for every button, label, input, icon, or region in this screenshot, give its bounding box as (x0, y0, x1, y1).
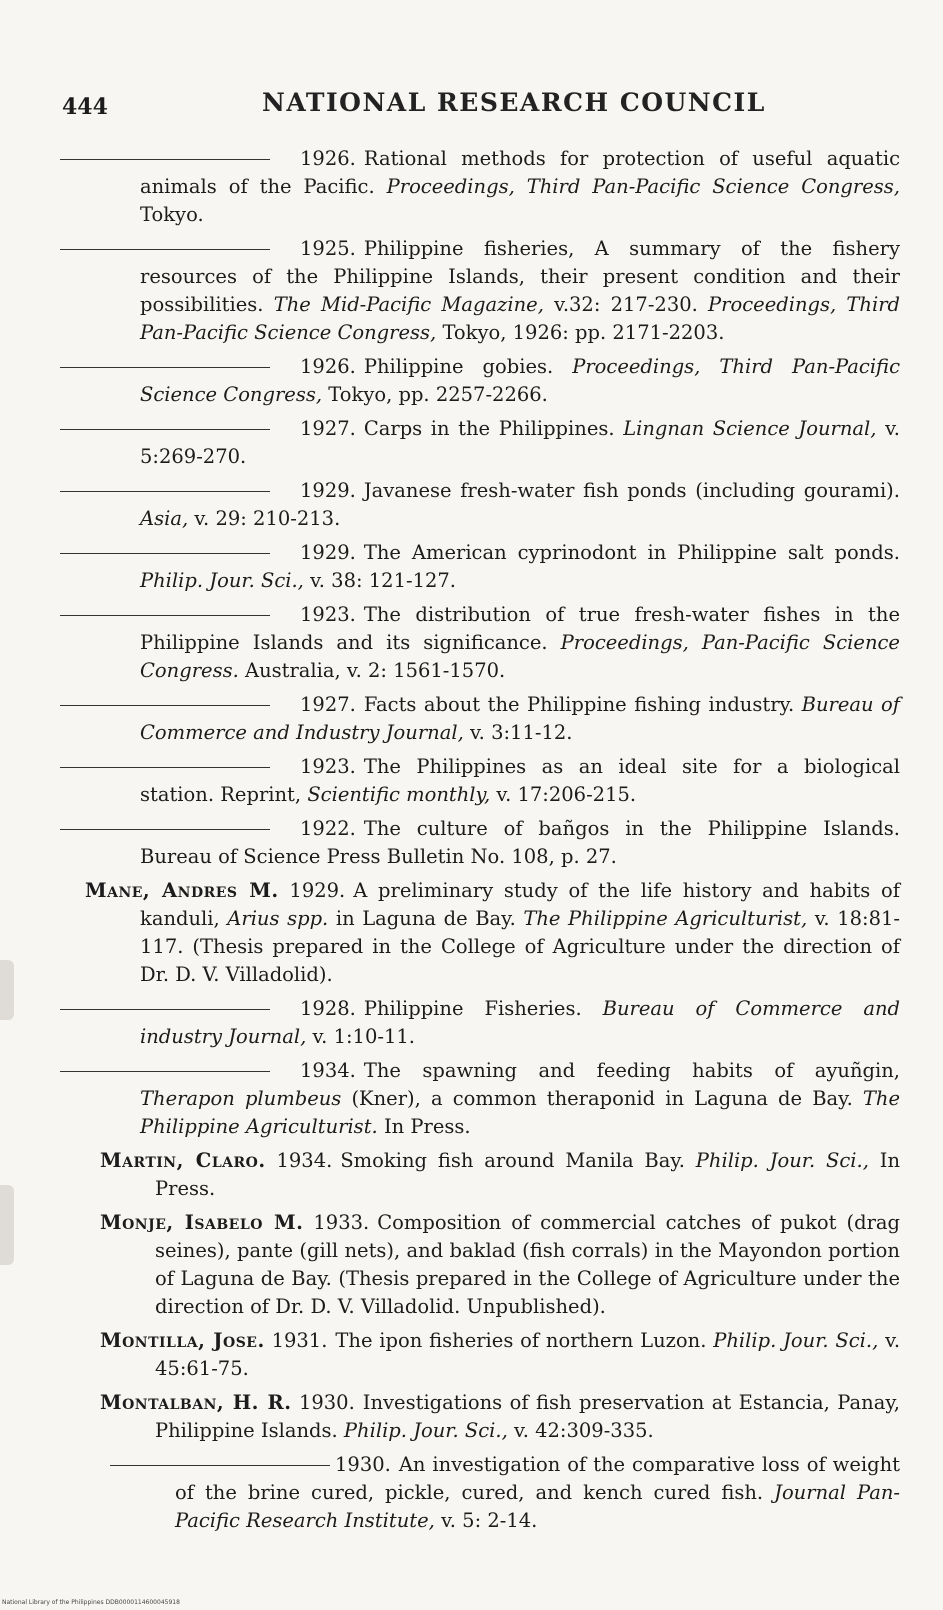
bibliography-list (60, 145, 900, 1541)
entry-citation: v. 29: 210-213. (194, 507, 341, 530)
page-header (62, 88, 902, 128)
entry-source: Bureau of Commerce and Industry Journal, (140, 693, 901, 744)
entry-citation: v. 1:10-11. (312, 1025, 415, 1048)
entry-source: Lingnan Science Journal, (623, 417, 877, 440)
bibliography-entry (60, 145, 900, 229)
entry-year: 1927. (300, 693, 356, 716)
entry-text: in Laguna de Bay. (335, 907, 516, 930)
ditto-dash (60, 429, 270, 430)
entry-source: Philip. Jour. Sci., (140, 569, 304, 592)
species-name: Therapon plumbeus (140, 1087, 342, 1110)
ditto-dash (60, 615, 270, 616)
ditto-dash (60, 553, 270, 554)
entry-citation: In Press. (155, 1149, 901, 1200)
entry-year: 1923. (300, 603, 356, 626)
entry-citation: v. 3:11-12. (469, 721, 573, 744)
entry-text: Javanese fresh-water fish ponds (including gourami). (363, 479, 900, 502)
ditto-dash (60, 159, 270, 160)
entry-text: Carps in the Philippines. (363, 417, 615, 440)
entry-year: 1928. (300, 997, 356, 1020)
entry-citation: v. 45:61-75. (155, 1329, 901, 1380)
bibliography-entry (60, 691, 900, 747)
entry-text: Rational methods for protection of useful aquatic animals of the Pacific. (140, 147, 900, 198)
entry-year: 1922. (300, 817, 356, 840)
entry-text: The Philippines as an ideal site for a biological station. Reprint, (140, 755, 900, 806)
entry-source: Philip. Jour. Sci., (713, 1329, 879, 1352)
ditto-dash (60, 767, 270, 768)
entry-text: The spawning and feeding habits of ayuñgin, (363, 1059, 900, 1082)
entry-year: 1930. (335, 1453, 391, 1476)
ditto-dash (60, 705, 270, 706)
bibliography-entry-author (60, 1209, 900, 1321)
entry-source: The Philippine Agriculturist, (523, 907, 808, 930)
author-name: Martin, Claro. (100, 1149, 266, 1172)
scan-credit: National Library of the Philippines DDB0000114600045918 (2, 1599, 180, 1606)
entry-year: 1929. (300, 541, 356, 564)
ditto-dash (60, 829, 270, 830)
entry-year: 1926. (300, 355, 356, 378)
entry-source: Proceedings, Third Pan-Pacific Science Congress, (140, 355, 900, 406)
bibliography-entry (60, 815, 900, 871)
entry-text: Facts about the Philippine fishing industry. (363, 693, 795, 716)
bibliography-entry-author (60, 1147, 900, 1203)
entry-text: The American cyprinodont in Philippine salt ponds. (363, 541, 900, 564)
entry-text: The distribution of true fresh-water fishes in the Philippine Islands and its significance. (140, 603, 900, 654)
ditto-dash (60, 249, 270, 250)
entry-year: 1925. (300, 237, 356, 260)
ditto-dash (60, 367, 270, 368)
entry-citation: v.32: 217-230. (554, 293, 698, 316)
page-edge-shadow (0, 1185, 14, 1265)
entry-citation: v. 17:206-215. (496, 783, 637, 806)
entry-text: Philippine Fisheries. (363, 997, 582, 1020)
entry-text: Investigations of fish preservation at Estancia, Panay, Philippine Islands. (155, 1391, 900, 1442)
entry-citation: v. 38: 121-127. (310, 569, 456, 592)
entry-citation: v. 18:81-117. (Thesis prepared in the College of Agriculture under the direction of Dr. D. V. Villadolid). (140, 907, 900, 986)
entry-source: Philip. Jour. Sci., (695, 1149, 869, 1172)
entry-year: 1934. (276, 1149, 333, 1172)
entry-source: The Mid-Pacific Magazine, (273, 293, 544, 316)
entry-source: Proceedings, Third Pan-Pacific Science Congress, (386, 175, 900, 198)
author-name: Montalban, H. R. (100, 1391, 292, 1414)
running-head: NATIONAL RESEARCH COUNCIL (262, 88, 766, 117)
bibliography-entry-author (60, 1327, 900, 1383)
entry-year: 1933. (313, 1211, 370, 1234)
entry-source: Journal Pan-Pacific Research Institute, (175, 1481, 900, 1532)
entry-citation: Tokyo, pp. 2257-2266. (328, 383, 548, 406)
entry-year: 1931. (271, 1329, 328, 1352)
entry-year: 1923. (300, 755, 356, 778)
bibliography-entry (60, 477, 900, 533)
entry-text: (Kner), a common theraponid in Laguna de Bay. (351, 1087, 853, 1110)
entry-year: 1927. (300, 417, 356, 440)
entry-citation: v. 5: 2-14. (441, 1509, 538, 1532)
entry-text: An investigation of the comparative loss of weight of the brine cured, pickle, cured, and kench cured fish. (175, 1453, 900, 1504)
entry-source: Proceedings, Third Pan-Pacific Science Congress, (140, 293, 900, 344)
bibliography-entry (60, 539, 900, 595)
bibliography-entry-author (60, 1389, 900, 1445)
entry-citation: Tokyo, 1926: pp. 2171-2203. (442, 321, 725, 344)
entry-text: Philippine gobies. (363, 355, 554, 378)
entry-source: Asia, (140, 507, 189, 530)
entry-citation: Tokyo. (140, 203, 204, 226)
entry-text: The ipon fisheries of northern Luzon. (335, 1329, 707, 1352)
entry-source: Scientific monthly, (307, 783, 491, 806)
bibliography-entry (60, 1451, 900, 1535)
entry-text: Philippine fisheries, A summary of the fishery resources of the Philippine Islands, their present condition and their possibilities. (140, 237, 900, 316)
entry-citation: v. 42:309-335. (514, 1419, 654, 1442)
bibliography-entry (60, 353, 900, 409)
species-name: Arius spp. (227, 907, 329, 930)
entry-citation: Australia, v. 2: 1561-1570. (244, 659, 506, 682)
ditto-dash (110, 1465, 330, 1466)
page-number: 444 (62, 94, 108, 120)
bibliography-entry (60, 995, 900, 1051)
author-name: Monje, Isabelo M. (100, 1211, 304, 1234)
entry-source: Bureau of Commerce and industry Journal, (140, 997, 900, 1048)
entry-citation: In Press. (383, 1115, 471, 1138)
bibliography-entry (60, 601, 900, 685)
author-name: Montilla, Jose. (100, 1329, 265, 1352)
entry-year: 1929. (289, 879, 346, 902)
entry-text: Composition of commercial catches of pukot (drag seines), pante (gill nets), and baklad (fish corrals) in the Mayondon portion of Laguna de Bay. (Thesis prepared in the College of Agriculture under the direction of Dr. D. V. Villadolid. Unpublished). (155, 1211, 901, 1318)
entry-citation: v. 5:269-270. (140, 417, 900, 468)
entry-source: Proceedings, Pan-Pacific Science Congress. (140, 631, 900, 682)
entry-text: The culture of bañgos in the Philippine Islands. Bureau of Science Press Bulletin No. 108, p. 27. (140, 817, 900, 868)
entry-source: Philip. Jour. Sci., (343, 1419, 508, 1442)
entry-year: 1934. (300, 1059, 356, 1082)
ditto-dash (60, 1071, 270, 1072)
entry-year: 1926. (300, 147, 356, 170)
entry-text: Smoking fish around Manila Bay. (340, 1149, 685, 1172)
bibliography-entry (60, 415, 900, 471)
entry-year: 1929. (300, 479, 356, 502)
ditto-dash (60, 491, 270, 492)
entry-text: A preliminary study of the life history and habits of kanduli, (140, 879, 900, 930)
bibliography-entry (60, 753, 900, 809)
bibliography-entry (60, 1057, 900, 1141)
ditto-dash (60, 1009, 270, 1010)
bibliography-entry (60, 235, 900, 347)
bibliography-entry-author (60, 877, 900, 989)
author-name: Mane, Andres M. (85, 879, 279, 902)
entry-source: The Philippine Agriculturist. (140, 1087, 901, 1138)
entry-year: 1930. (298, 1391, 355, 1414)
page-edge-shadow (0, 960, 14, 1020)
